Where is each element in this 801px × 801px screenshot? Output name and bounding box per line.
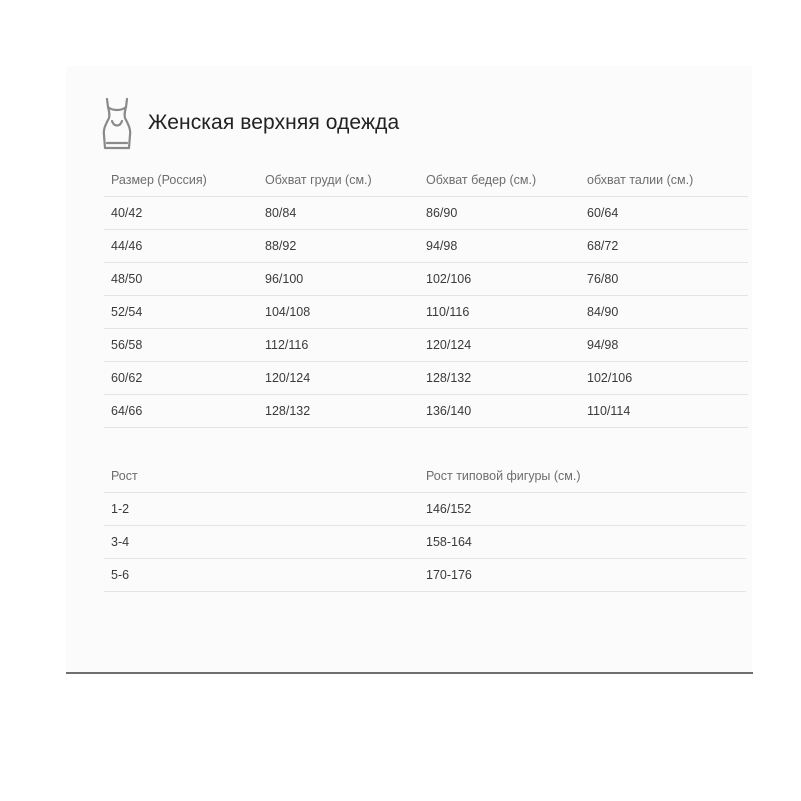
cell-chest: 88/92	[258, 230, 419, 263]
cell-hips: 86/90	[419, 197, 580, 230]
table-row	[104, 526, 746, 559]
cell-waist: 76/80	[580, 263, 748, 296]
cell-height: 3-4	[104, 526, 419, 559]
cell-chest: 128/132	[258, 395, 419, 428]
cell-waist: 84/90	[580, 296, 748, 329]
table-row	[104, 362, 748, 395]
cell-chest: 104/108	[258, 296, 419, 329]
cell-height: 5-6	[104, 559, 419, 592]
column-header-height: Рост	[104, 460, 419, 493]
cell-hips: 102/106	[419, 263, 580, 296]
cell-hips: 120/124	[419, 329, 580, 362]
size-table-header-row	[104, 164, 748, 197]
cell-chest: 96/100	[258, 263, 419, 296]
cell-size: 64/66	[104, 395, 258, 428]
table-row	[104, 230, 748, 263]
column-header-waist: обхват талии (см.)	[580, 164, 748, 197]
column-header-hips: Обхват бедер (см.)	[419, 164, 580, 197]
section-header	[100, 97, 399, 151]
table-row	[104, 296, 748, 329]
cell-waist: 60/64	[580, 197, 748, 230]
height-table-header-row	[104, 460, 746, 493]
table-row	[104, 263, 748, 296]
cell-size: 48/50	[104, 263, 258, 296]
cell-size: 52/54	[104, 296, 258, 329]
page-title: Женская верхняя одежда	[148, 111, 400, 134]
cell-figure-height: 158-164	[419, 526, 746, 559]
cell-height: 1-2	[104, 493, 419, 526]
cell-waist: 94/98	[580, 329, 748, 362]
table-row	[104, 395, 748, 428]
cell-chest: 120/124	[258, 362, 419, 395]
dress-icon	[100, 97, 134, 151]
cell-waist: 110/114	[580, 395, 748, 428]
height-table	[104, 460, 746, 592]
table-row	[104, 329, 748, 362]
size-table	[104, 164, 748, 428]
bottom-divider	[66, 672, 753, 674]
cell-figure-height: 146/152	[419, 493, 746, 526]
cell-size: 56/58	[104, 329, 258, 362]
table-row	[104, 493, 746, 526]
table-row	[104, 197, 748, 230]
column-header-size: Размер (Россия)	[104, 164, 258, 197]
cell-hips: 128/132	[419, 362, 580, 395]
cell-hips: 110/116	[419, 296, 580, 329]
cell-chest: 80/84	[258, 197, 419, 230]
cell-waist: 68/72	[580, 230, 748, 263]
column-header-chest: Обхват груди (см.)	[258, 164, 419, 197]
cell-chest: 112/116	[258, 329, 419, 362]
cell-hips: 136/140	[419, 395, 580, 428]
cell-size: 40/42	[104, 197, 258, 230]
cell-waist: 102/106	[580, 362, 748, 395]
cell-figure-height: 170-176	[419, 559, 746, 592]
column-header-figure-height: Рост типовой фигуры (см.)	[419, 460, 746, 493]
cell-size: 44/46	[104, 230, 258, 263]
cell-hips: 94/98	[419, 230, 580, 263]
cell-size: 60/62	[104, 362, 258, 395]
table-row	[104, 559, 746, 592]
